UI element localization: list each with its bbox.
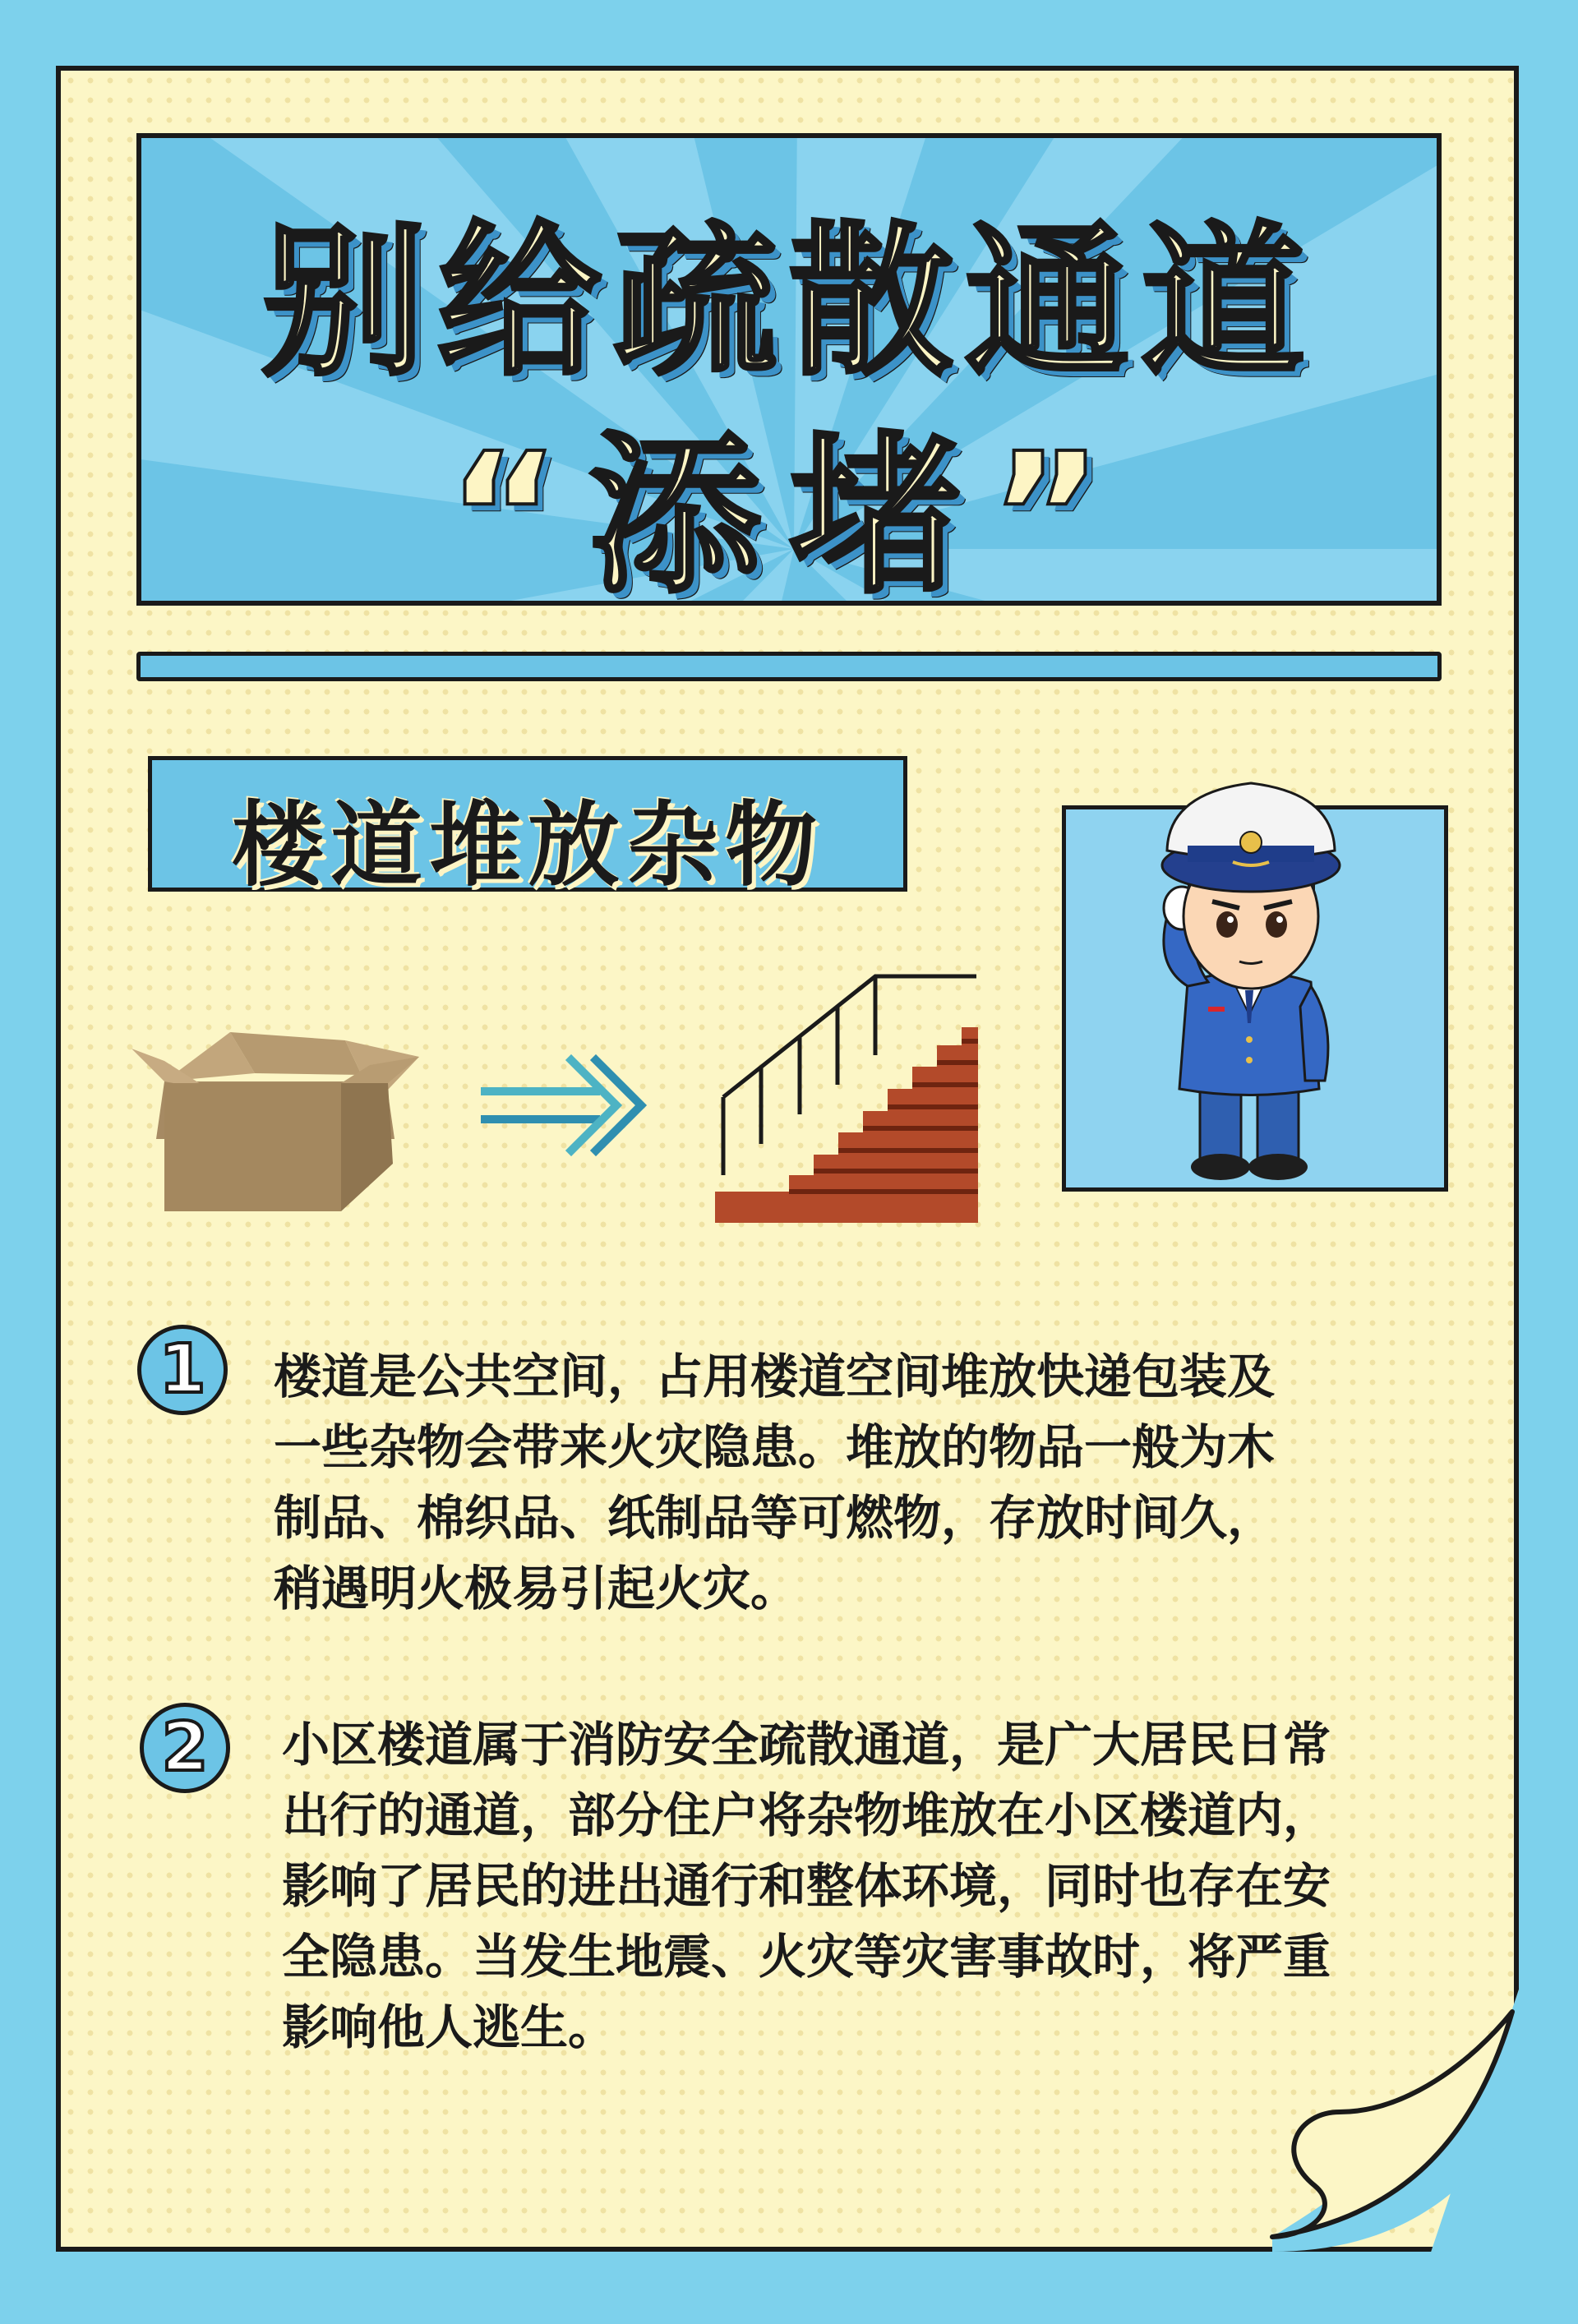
title-line-1: 别给疏散通道 xyxy=(261,207,1317,399)
point-1-line: 制品、棉织品、纸制品等可燃物，存放时间久， xyxy=(274,1490,1276,1546)
point-1-text xyxy=(274,1341,1275,1624)
point-2-line: 影响了居民的进出通行和整体环境，同时也存在安 xyxy=(282,1858,1331,1914)
title-banner xyxy=(136,133,1442,606)
point-2-line: 小区楼道属于消防安全疏散通道，是广大居民日常 xyxy=(282,1717,1331,1773)
point-number-1: 1 xyxy=(137,1325,228,1415)
point-1-line: 稍遇明火极易引起火灾。 xyxy=(274,1561,799,1616)
divider-bar xyxy=(136,652,1442,681)
point-1-line: 一些杂物会带来火灾隐患。堆放的物品一般为木 xyxy=(274,1419,1276,1475)
point-2-line: 影响他人逃生。 xyxy=(282,1999,616,2055)
double-arrow-icon xyxy=(481,1052,662,1159)
section-heading xyxy=(148,756,907,899)
point-number-2: 2 xyxy=(140,1703,230,1793)
title-line-2: “添堵” xyxy=(446,416,1132,606)
cardboard-box-icon xyxy=(132,1016,427,1213)
point-1-line: 楼道是公共空间，占用楼道空间堆放快递包装及 xyxy=(274,1349,1276,1404)
point-2-text xyxy=(282,1709,1331,2063)
officer-illustration xyxy=(1110,760,1389,1187)
point-2-line: 全隐患。当发生地震、火灾等灾害事故时，将严重 xyxy=(282,1929,1331,1985)
point-2-line: 出行的通道，部分住户将杂物堆放在小区楼道内， xyxy=(282,1787,1331,1843)
section-heading-text: 楼道堆放杂物 xyxy=(232,792,824,899)
staircase-icon xyxy=(715,970,978,1224)
